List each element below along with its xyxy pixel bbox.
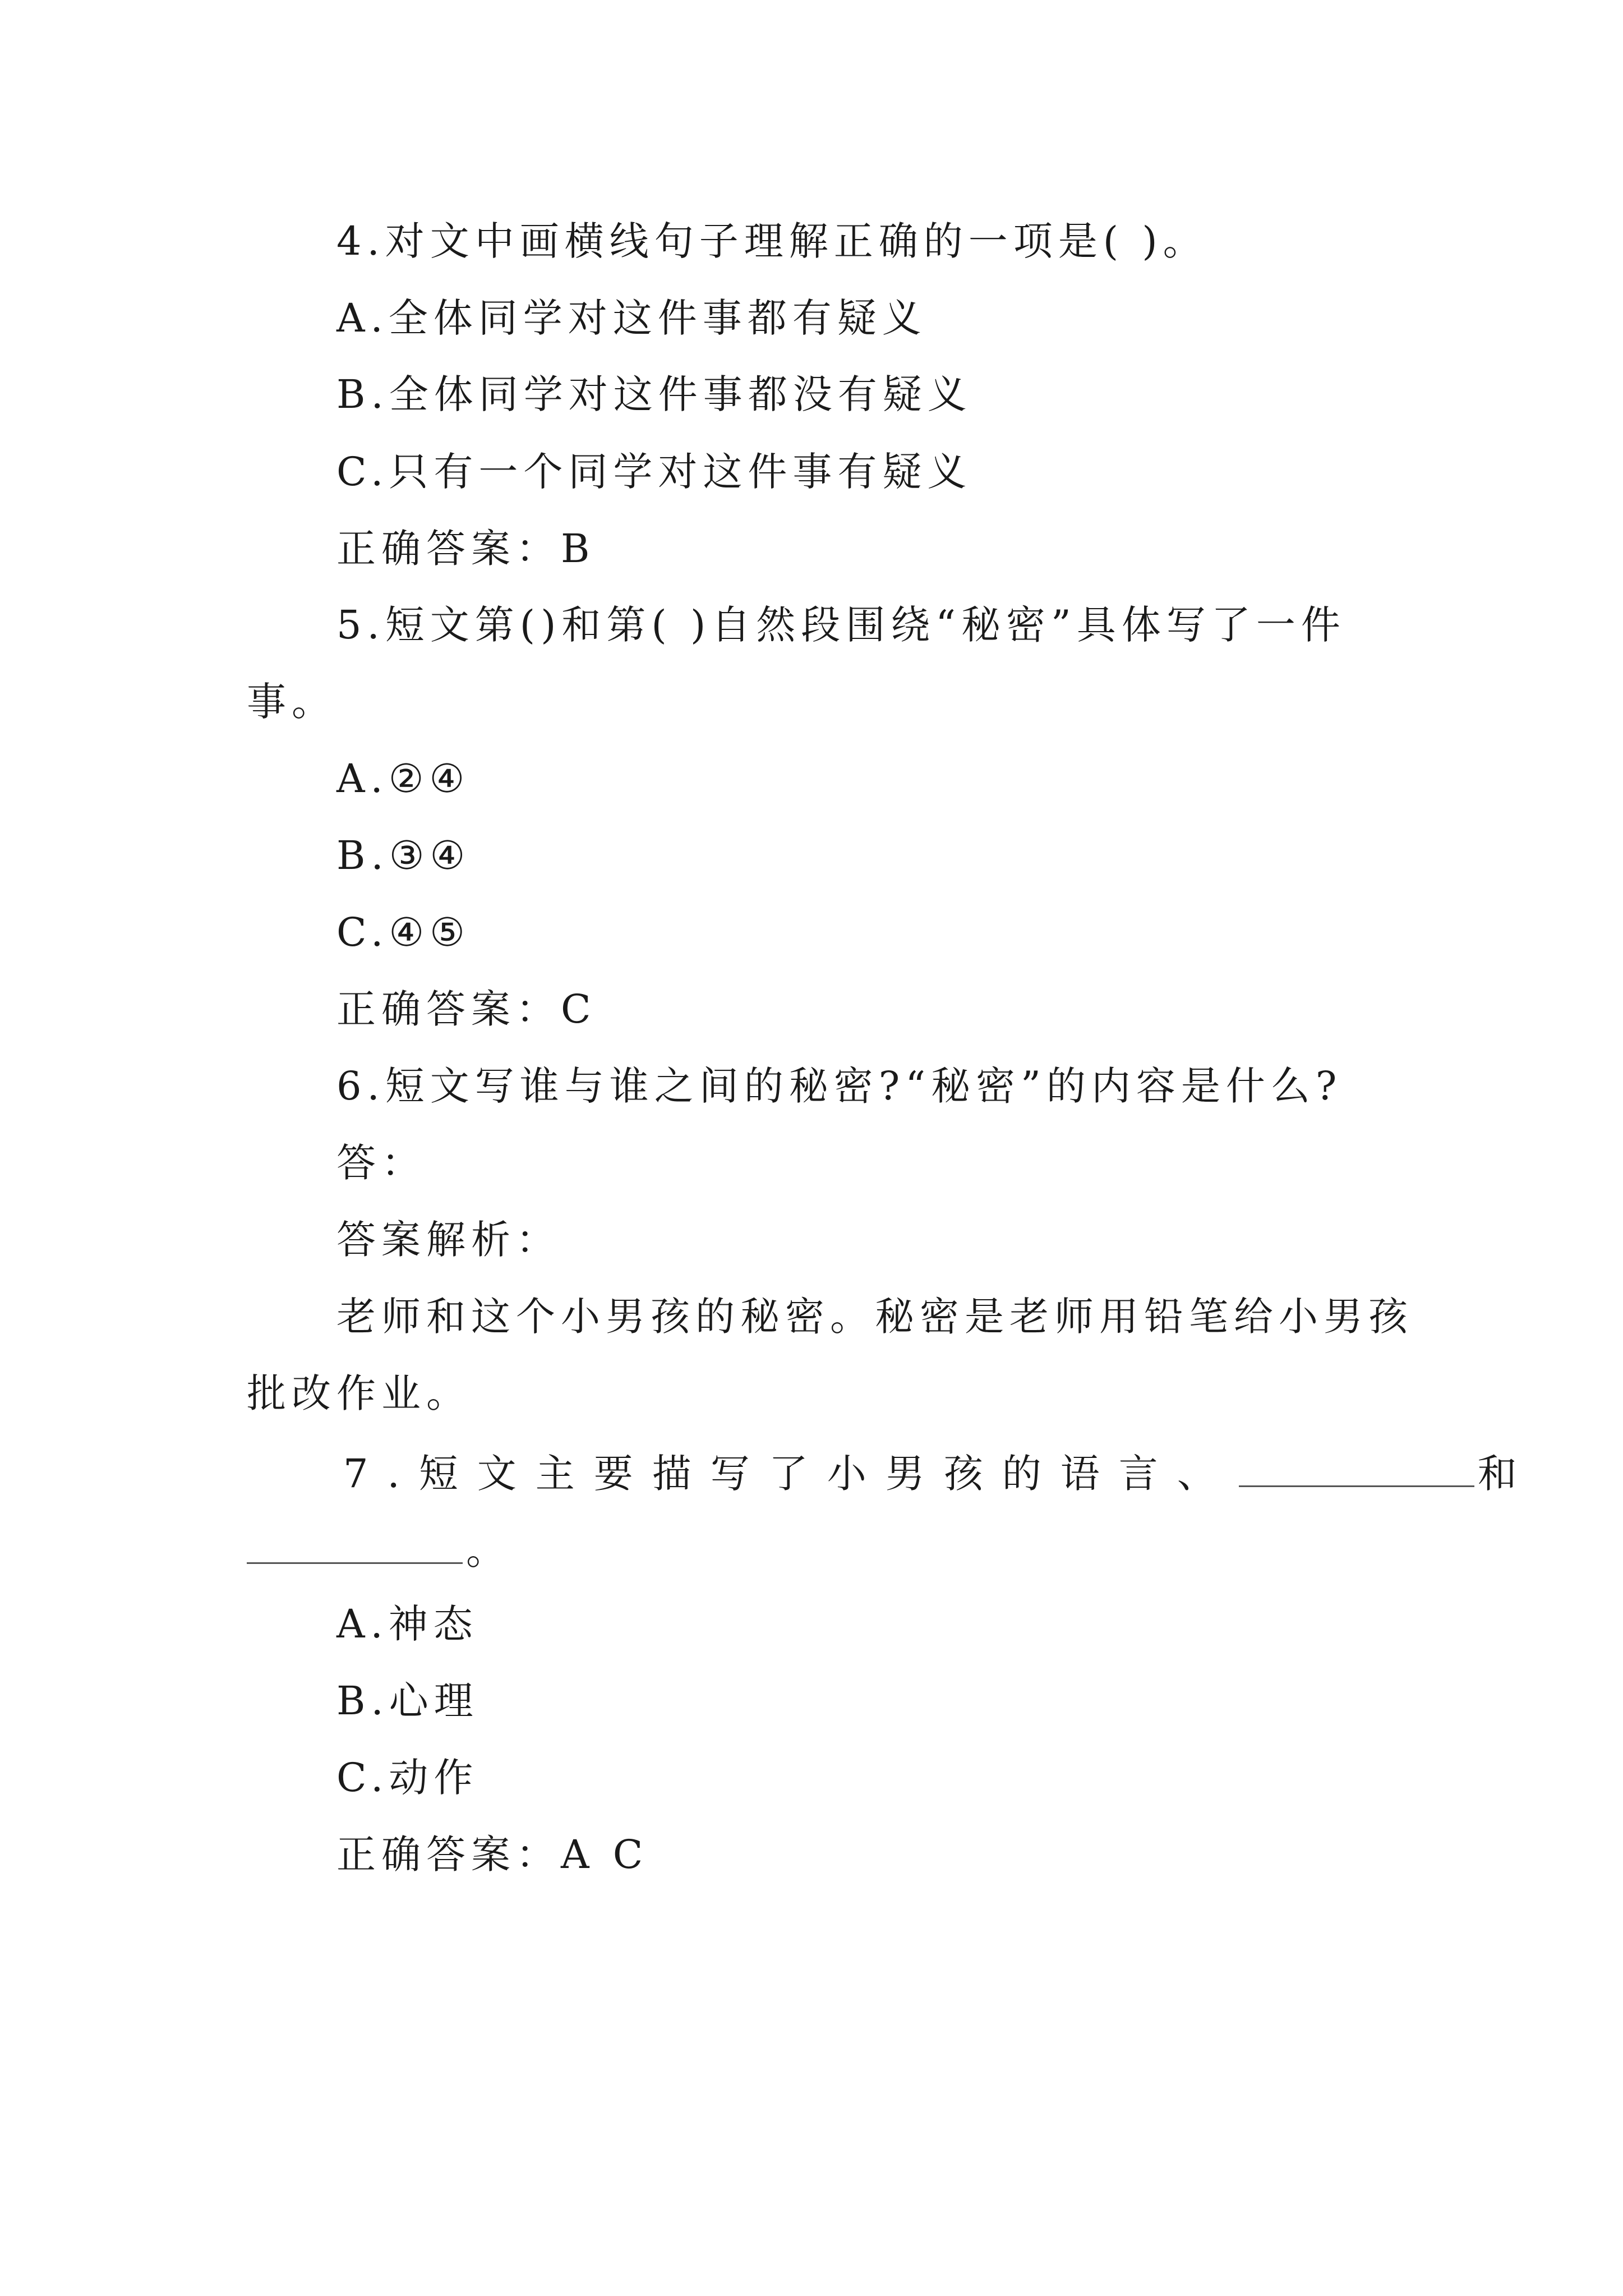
question-6-answer-label: 答： <box>336 1140 426 1186</box>
question-4-option-b: B.全体同学对这件事都没有疑义 <box>336 371 972 417</box>
question-6-analysis-label: 答案解析： <box>336 1217 561 1263</box>
question-5-stem-line1: 5.短文第()和第( )自然段围绕“秘密”具体写了一件 <box>336 602 1346 648</box>
question-7-stem-line2 <box>247 1527 511 1573</box>
question-6-analysis-line1: 老师和这个小男孩的秘密。秘密是老师用铅笔给小男孩 <box>336 1294 1413 1340</box>
question-6-analysis-line2: 批改作业。 <box>247 1370 471 1416</box>
question-7-stem-end: 。 <box>466 1527 511 1573</box>
question-5-option-a: A.②④ <box>336 756 471 802</box>
question-7-option-b: B.心理 <box>336 1678 479 1724</box>
question-5-option-b: B.③④ <box>336 832 471 878</box>
question-7-option-a: A.神态 <box>336 1601 478 1647</box>
answer-blank-2 <box>247 1527 463 1564</box>
question-5-stem-line2: 事。 <box>247 679 336 725</box>
question-6-stem: 6.短文写谁与谁之间的秘密?“秘密”的内容是什么? <box>336 1063 1343 1109</box>
question-7-option-c: C.动作 <box>336 1755 479 1801</box>
question-7-stem-line1 <box>343 1451 1536 1497</box>
question-5-option-c: C.④⑤ <box>336 909 471 955</box>
question-7-stem-and: 和 <box>1477 1451 1536 1497</box>
answer-blank-1 <box>1239 1451 1474 1487</box>
question-4-stem: 4.对文中画横线句子理解正确的一项是( )。 <box>336 218 1208 264</box>
question-7-stem-text: 7.短文主要描写了小男孩的语言、 <box>343 1451 1235 1497</box>
question-5-answer: 正确答案：C <box>336 986 597 1032</box>
question-7-answer: 正确答案：A C <box>336 1832 649 1878</box>
question-4-option-c: C.只有一个同学对这件事有疑义 <box>336 449 972 495</box>
question-4-answer: 正确答案：B <box>336 526 596 572</box>
question-4-option-a: A.全体同学对这件事都有疑义 <box>336 295 927 341</box>
